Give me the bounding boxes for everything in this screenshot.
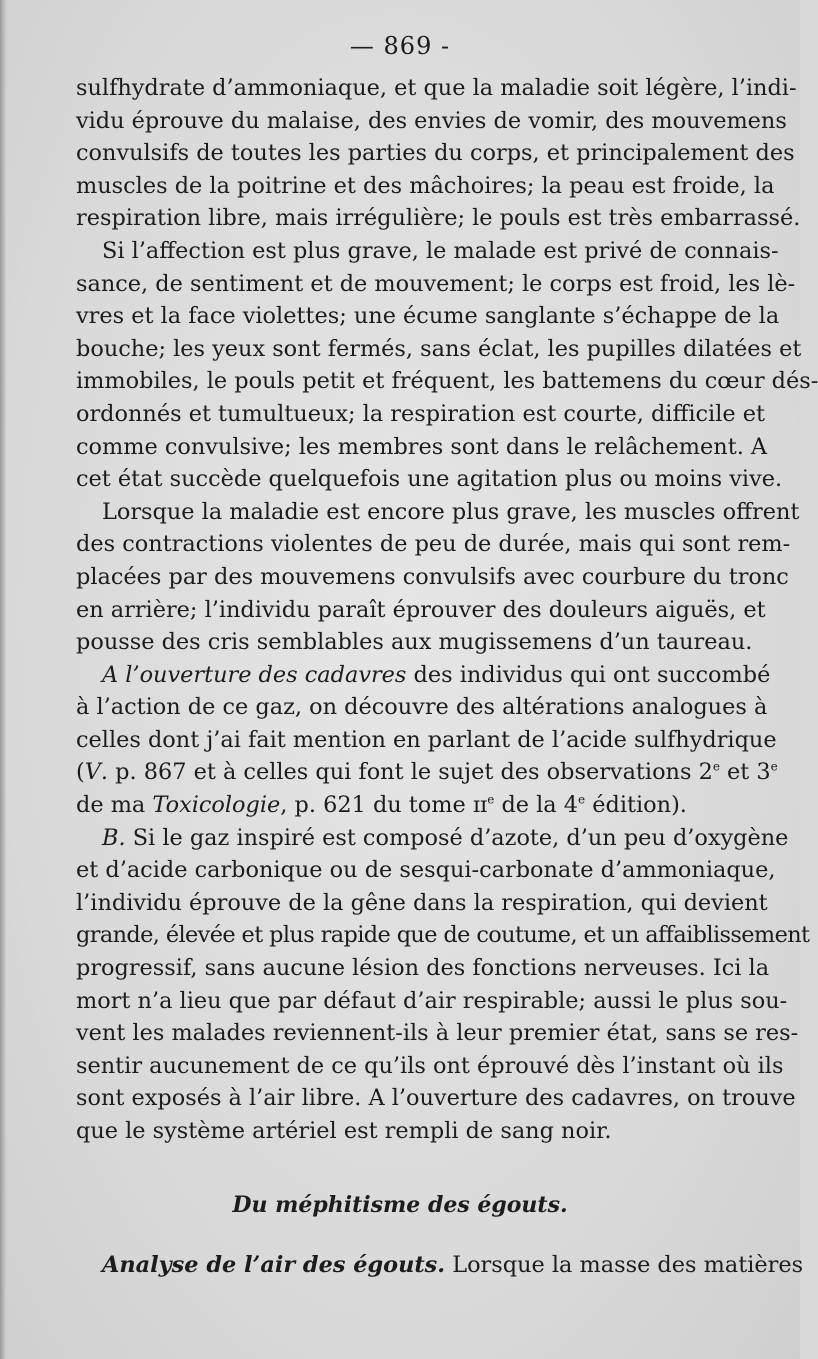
text-line: vidu éprouve du malaise, des envies de vomir, des mouvemens: [76, 107, 787, 134]
text-line: sentir aucunement de ce qu’ils ont éprouvé dès l’instant où ils: [76, 1052, 784, 1079]
text-line: bouche; les yeux sont fermés, sans éclat, les pupilles dilatées et: [76, 335, 802, 362]
text-line: comme convulsive; les membres sont dans le relâchement. A: [76, 433, 768, 460]
text-fragment: des individus qui ont succombé: [406, 661, 771, 688]
text-line: [76, 1249, 804, 1282]
text-fragment: . p. 867 et à celles qui font le sujet des observations 2: [100, 759, 713, 786]
text-line: [76, 822, 789, 855]
text-line: à l’action de ce gaz, on découvre des altérations analogues à: [76, 694, 768, 721]
text-line: respiration libre, mais irrégulière; le pouls est très embarrassé.: [76, 205, 801, 232]
text-line: sance, de sentiment et de mouvement; le corps est froid, les lè-: [76, 270, 796, 297]
superscript: e: [487, 792, 495, 807]
italic-ref: V: [84, 759, 101, 786]
italic-title: Toxicologie: [152, 792, 281, 819]
text-line: [76, 659, 771, 692]
text-line: muscles de la poitrine et des mâchoires; la peau est froide, la: [76, 172, 775, 199]
text-fragment: , p. 621 du tome ɪɪ: [280, 792, 488, 819]
text-fragment: de ma: [76, 792, 153, 819]
text-fragment: Lorsque la masse des matières: [445, 1252, 804, 1278]
text-line: ordonnés et tumultueux; la respiration est courte, difficile et: [76, 400, 765, 427]
section-heading: Du méphitisme des égouts.: [232, 1192, 568, 1218]
text-line: vres et la face violettes; une écume sanglante s’échappe de la: [76, 303, 780, 330]
text-line: en arrière; l’individu paraît éprouver des douleurs aiguës, et: [76, 596, 766, 623]
text-fragment: Si le gaz inspiré est composé d’azote, d’un peu d’oxygène: [125, 824, 789, 851]
text-line: vent les malades reviennent-ils à leur premier état, sans se res-: [76, 1020, 799, 1047]
text-line: [76, 789, 758, 822]
text-line: convulsifs de toutes les parties du corps, et principalement des: [76, 140, 795, 167]
superscript: e: [770, 760, 778, 774]
superscript: e: [712, 760, 720, 774]
superscript: e: [578, 792, 586, 807]
text-line: Lorsque la maladie est encore plus grave, les muscles offrent: [102, 498, 800, 525]
text-fragment: et 3: [719, 759, 771, 786]
italic-lead: Analyse de l’air des égouts.: [102, 1252, 446, 1278]
text-line: cet état succède quelquefois une agitation plus ou moins vive.: [76, 466, 783, 493]
text-line: et d’acide carbonique ou de sesqui-carbonate d’ammoniaque,: [76, 857, 776, 884]
italic-lead: B.: [102, 824, 126, 851]
text-line: celles dont j’ai fait mention en parlant de l’acide sulfhydrique: [76, 726, 777, 753]
text-line: sont exposés à l’air libre. A l’ouverture des cadavres, on trouve: [76, 1085, 796, 1112]
text-line: sulfhydrate d’ammoniaque, et que la maladie soit légère, l’indi-: [76, 75, 797, 101]
page-edge-shadow: [0, 0, 6, 1359]
text-line: grande, élevée et plus rapide que de coutume, et un affaiblissement: [76, 922, 810, 949]
closing-text: [76, 1249, 804, 1282]
body-text: [76, 72, 818, 1148]
text-fragment: (: [76, 759, 85, 786]
text-line: pousse des cris semblables aux mugissemens d’un taureau.: [76, 629, 753, 656]
text-line: mort n’a lieu que par défaut d’air respirable; aussi le plus sou-: [76, 987, 788, 1014]
text-line: des contractions violentes de peu de durée, mais qui sont rem-: [76, 531, 791, 558]
text-line: progressif, sans aucune lésion des fonctions nerveuses. Ici la: [76, 955, 770, 982]
text-line: [76, 756, 778, 789]
italic-lead: A l’ouverture des cadavres: [102, 661, 407, 688]
text-line: Si l’affection est plus grave, le malade est privé de connais-: [102, 237, 779, 264]
text-line: l’individu éprouve de la gêne dans la respiration, qui devient: [76, 889, 768, 916]
page-number: — 869 -: [349, 32, 451, 60]
text-line: immobiles, le pouls petit et fréquent, les battemens du cœur dés-: [76, 368, 818, 395]
text-fragment: de la 4: [494, 792, 579, 819]
text-line: que le système artériel est rempli de sang noir.: [76, 1118, 612, 1144]
text-fragment: édition).: [585, 792, 687, 819]
text-line: placées par des mouvemens convulsifs avec courbure du tronc: [76, 563, 789, 590]
